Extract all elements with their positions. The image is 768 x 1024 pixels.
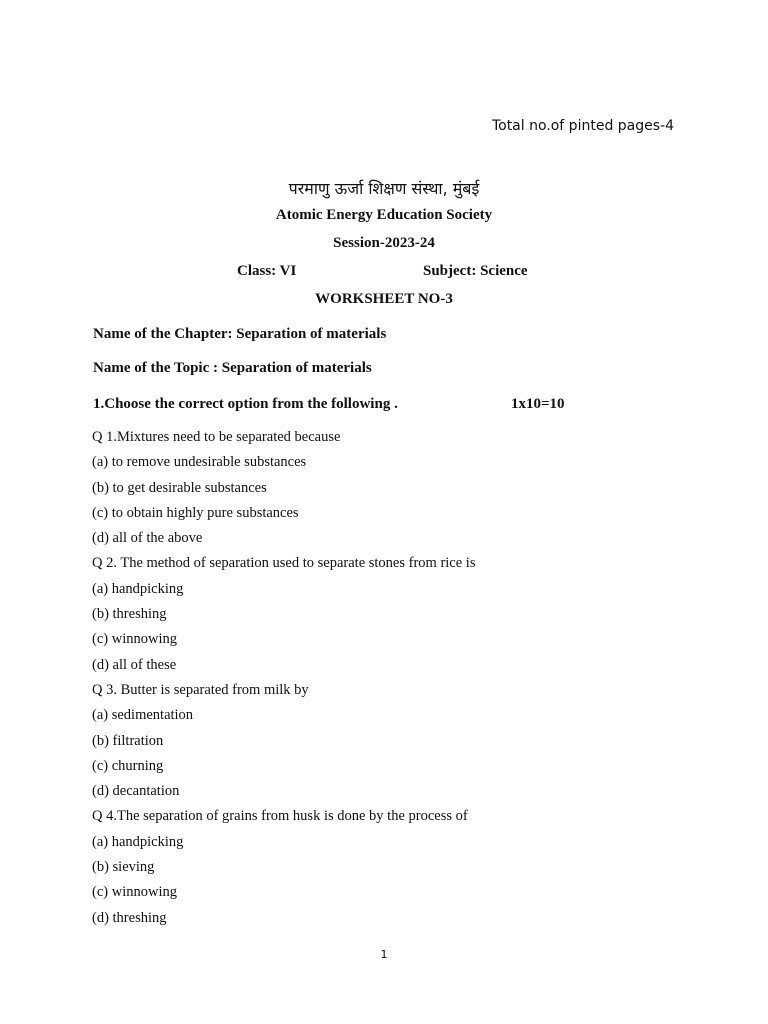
question-1-option-a: (a) to remove undesirable substances <box>92 454 307 471</box>
page-number: 1 <box>380 948 388 961</box>
question-2-option-b: (b) threshing <box>92 606 167 623</box>
question-3-option-b: (b) filtration <box>92 732 164 749</box>
question-1-option-d: (d) all of the above <box>92 530 203 547</box>
question-1-option-b: (b) to get desirable substances <box>92 479 267 496</box>
question-3-option-c: (c) churning <box>92 757 164 774</box>
question-1-text: Q 1.Mixtures need to be separated because <box>92 429 341 445</box>
worksheet-title: WORKSHEET NO-3 <box>315 291 453 307</box>
question-4-option-c: (c) winnowing <box>92 884 177 901</box>
question-2-option-c: (c) winnowing <box>92 631 177 648</box>
question-3-text: Q 3. Butter is separated from milk by <box>92 681 309 698</box>
session-label: Session-2023-24 <box>333 235 435 251</box>
question-4-option-a: (a) handpicking <box>92 833 184 850</box>
question-list <box>92 428 652 934</box>
subject-label: Subject: Science <box>423 263 528 279</box>
question-3-option-d: (d) decantation <box>92 783 180 800</box>
organization-name: Atomic Energy Education Society <box>275 207 493 223</box>
section-instruction: 1.Choose the correct option from the following . <box>93 396 398 412</box>
section-marks: 1x10=10 <box>511 396 565 412</box>
question-2-text: Q 2. The method of separation used to separate stones from rice is <box>92 555 476 572</box>
question-4-text: Q 4.The separation of grains from husk is done by the process of <box>92 808 468 825</box>
chapter-name: Name of the Chapter: Separation of materials <box>93 326 387 342</box>
class-label: Class: VI <box>237 263 297 279</box>
total-pages-note: Total no.of pinted pages-4 <box>491 118 674 134</box>
question-3-option-a: (a) sedimentation <box>92 707 194 724</box>
question-2-option-d: (d) all of these <box>92 656 177 673</box>
question-1-option-c: (c) to obtain highly pure substances <box>92 504 299 521</box>
topic-name: Name of the Topic : Separation of materials <box>93 360 372 376</box>
hindi-organization-name: परमाणु ऊर्जा शिक्षण संस्था, मुंबई <box>288 179 480 198</box>
question-4-option-d: (d) threshing <box>92 909 167 926</box>
question-4-option-b: (b) sieving <box>92 859 155 876</box>
question-2-option-a: (a) handpicking <box>92 580 184 597</box>
